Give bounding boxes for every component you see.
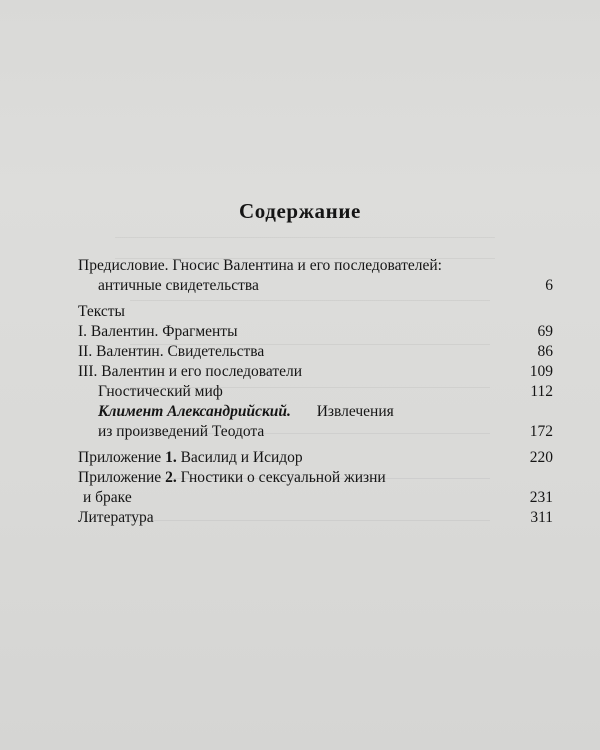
toc-entry-literature: [78, 508, 553, 528]
toc-entry-preface-cont: [78, 276, 553, 296]
toc-entry-label-rest: Извлечения: [316, 403, 394, 420]
toc-section-texts: [78, 302, 553, 322]
toc-page-number: 311: [530, 509, 553, 526]
toc-page-number: 69: [537, 323, 553, 340]
toc-entry-clement-cont: [78, 422, 553, 442]
table-of-contents: [78, 256, 553, 528]
toc-entry-label: [98, 402, 394, 422]
toc-appendix-prefix: Приложение: [78, 469, 166, 486]
toc-entry-gnostic-myth: [78, 382, 553, 402]
toc-page-number: 109: [529, 363, 553, 380]
toc-entry-label: Литература: [78, 509, 154, 526]
toc-page-number: 172: [529, 423, 553, 440]
toc-entry-label: [78, 468, 386, 488]
toc-page-number: 112: [530, 383, 553, 400]
toc-section-label: Тексты: [78, 303, 125, 320]
toc-entry-appendix-2: [78, 468, 553, 488]
toc-entry-label: II. Валентин. Свидетельства: [78, 343, 265, 360]
toc-appendix-number: 2.: [165, 469, 177, 486]
toc-entry-label: из произведений Теодота: [98, 423, 265, 440]
toc-entry-label: I. Валентин. Фрагменты: [78, 323, 238, 340]
page-title: Содержание: [239, 199, 361, 223]
toc-entry-label: III. Валентин и его последователи: [78, 363, 303, 380]
toc-entry-fragments: [78, 322, 553, 342]
toc-page-number: 86: [537, 343, 553, 360]
toc-entry-label: Предисловие. Гносис Валентина и его последователей:: [78, 257, 442, 274]
toc-entry-label: античные свидетельства: [98, 277, 259, 294]
toc-entry-label: Гностический миф: [98, 383, 223, 400]
toc-appendix-number: 1.: [165, 449, 177, 466]
toc-entry-clement: [78, 402, 553, 422]
toc-entry-label: [78, 448, 303, 468]
toc-page-number: 6: [545, 277, 553, 294]
toc-appendix-prefix: Приложение: [78, 449, 166, 466]
toc-appendix-title: Гностики о сексуальной жизни: [176, 469, 386, 486]
toc-page-number: 231: [529, 489, 553, 506]
toc-entry-preface: [78, 256, 553, 276]
toc-appendix-title: Василид и Исидор: [176, 449, 303, 466]
toc-entry-label: и браке: [83, 489, 132, 506]
toc-entry-appendix-1: [78, 448, 553, 468]
toc-author-name: Климент Александрийский.: [98, 403, 291, 420]
toc-entry-testimonies: [78, 342, 553, 362]
toc-entry-followers: [78, 362, 553, 382]
toc-page-number: 220: [529, 449, 553, 466]
toc-entry-appendix-2-cont: [78, 488, 553, 508]
